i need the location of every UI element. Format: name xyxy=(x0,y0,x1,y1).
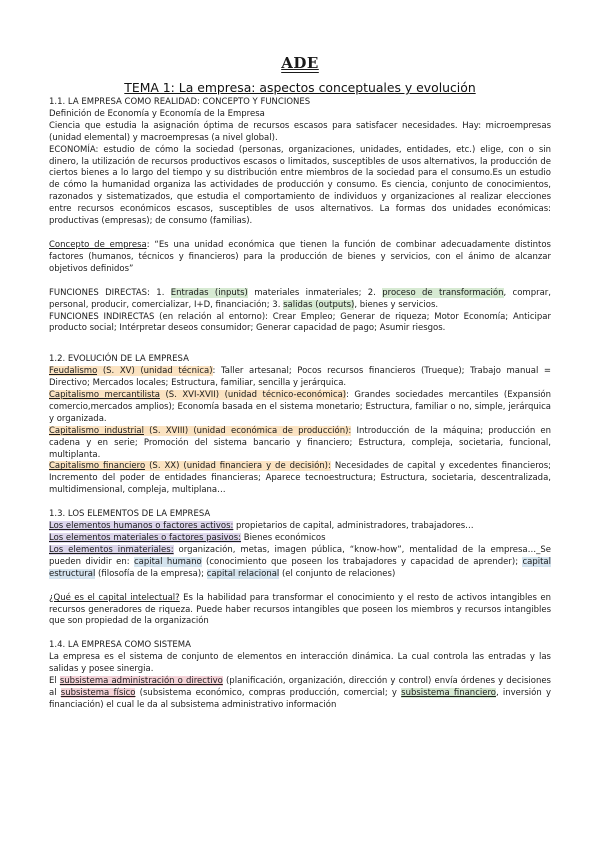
era-text: Introducción de la máquina; producción en cadena y en serie; Promoción del sistema bancario y financiero; Estructura, compleja, societaria, funcional, multiplanta. xyxy=(49,425,552,460)
section-1-3 xyxy=(49,509,551,628)
era-tag: (S. XV) (unidad técnica) xyxy=(97,366,213,377)
concept-label: Concepto de empresa xyxy=(49,239,147,250)
element-label: Los elementos materiales o factores pasivos: xyxy=(49,533,242,543)
era-tag: (S. XVIII) (unidad económica de producción): xyxy=(143,425,352,436)
document-title: ADE xyxy=(281,54,319,72)
text-run: materiales inmateriales; 2. xyxy=(247,287,383,298)
highlight-subsistema-directivo: subsistema administración o directivo xyxy=(59,676,223,687)
capital-intelectual xyxy=(49,593,551,629)
section-heading: 1.2. EVOLUCIÓN DE LA EMPRESA xyxy=(49,354,189,365)
text-run: El xyxy=(49,676,60,687)
element-label: Los elementos humanos o factores activos: xyxy=(49,521,234,532)
highlight-inputs: Entradas (inputs) xyxy=(170,287,248,298)
highlight-transformation: proceso de transformación xyxy=(382,287,504,298)
highlight-subsistema-fisico: subsistema físico xyxy=(60,687,136,698)
element-text: Bienes económicos xyxy=(241,533,326,543)
subsystems-paragraph xyxy=(49,676,551,712)
highlight-capital-humano: capital humano xyxy=(133,556,202,567)
text-run: (planificación, organización, dirección y control) envía órdenes y decisiones al xyxy=(49,676,551,698)
era-industrial xyxy=(49,426,551,462)
question-label: ¿Qué es el capital intelectual? xyxy=(49,592,180,603)
highlight-subsistema-financiero: subsistema financiero xyxy=(401,687,496,698)
section-1-4 xyxy=(49,640,551,711)
section-1-1 xyxy=(49,97,551,335)
paragraph: ECONOMÍA: estudio de cómo la sociedad (personas, organizaciones, unidades, entidades, etc.) elige, con o sin dinero, la utilización de recursos productivos escasos o limitados, susceptibles de usos alternativos, la producción de ciertos bienes a lo largo del tiempo y su distribución entre miembros de la sociedad para el consumo.Es un estudio de cómo la humanidad organiza las actividades de producción y consumo. Es ciencia, conjunto de conocimientos, razonados y sistematizados, que estudia el comportamiento de individuos y organizaciones al realizar elecciones entre recursos económicos escasos, susceptibles de usos alternativos. La formas dos unidades económicas: productivas (empresas); de consumo (familias). xyxy=(49,144,551,227)
text-run: organización, metas, imagen pública, “know-how”, mentalidad de la empresa…_Se pueden dividir en: xyxy=(49,544,551,567)
section-heading: 1.1. LA EMPRESA COMO REALIDAD: CONCEPTO Y FUNCIONES xyxy=(49,97,311,107)
era-tag: (S. XVI-XVII) (unidad técnico-económica) xyxy=(160,390,347,401)
text-run: (el conjunto de relaciones) xyxy=(279,568,396,579)
era-text: Necesidades de capital y excedentes financieros; Incremento del poder de entidades financieras; Aparece tecnoestructura; Estructura, societaria, descentralizada, multidimensional, compleja, multiplana… xyxy=(49,461,552,496)
text-run: , inversión y financiación) el cual le da al subsistema administrativo información xyxy=(49,687,551,710)
text-run: (filosofía de la empresa); xyxy=(95,568,207,579)
era-financiero xyxy=(49,461,551,497)
paragraph: Ciencia que estudia la asignación óptima de recursos escasos para satisfacer necesidades. Hay: microempresas (unidad elemental) y macroempresas (a nivel global). xyxy=(49,120,551,143)
paragraph: La empresa es el sistema de conjunto de elementos en interacción dinámica. La cual controla las entradas y las salidas y posee sinergia. xyxy=(49,652,551,675)
concept-text: : “Es una unidad económica que tienen la función de combinar adecuadamente distintos factores (humanos, técnicos y financieros) para la producción de bienes y servicios, con el ánimo de alcanzar objetivos definidos” xyxy=(49,239,551,274)
highlight-capital-relacional: capital relacional xyxy=(206,568,280,579)
element-inmateriales xyxy=(49,545,551,581)
element-text: propietarios de capital, administradores, trabajadores… xyxy=(233,521,474,532)
section-subheading: Definición de Economía y Economía de la Empresa xyxy=(49,108,265,119)
direct-functions xyxy=(49,288,551,312)
era-tag: (S. XX) (unidad financiera y de decisión): xyxy=(145,461,331,472)
era-label: Capitalismo mercantilista xyxy=(49,390,161,401)
section-1-2 xyxy=(49,354,551,497)
concept-paragraph xyxy=(49,240,551,276)
text-run: (conocimiento que poseen los trabajadores y capacidad de aprender); xyxy=(201,556,523,567)
era-feudalismo xyxy=(49,366,551,390)
era-label: Feudalismo xyxy=(49,366,98,377)
document-subtitle: TEMA 1: La empresa: aspectos conceptuales y evolución xyxy=(124,80,476,95)
highlight-outputs: salidas (outputs) xyxy=(283,299,355,310)
text-run: , comprar, personal, producir, comercializar, I+D, financiación; 3. xyxy=(49,287,551,310)
era-label: Capitalismo financiero xyxy=(49,461,146,472)
text-run: (subsistema económico, compras producción, comercial; y xyxy=(135,687,402,698)
element-label: Los elementos inmateriales: xyxy=(49,544,174,555)
section-heading: 1.4. LA EMPRESA COMO SISTEMA xyxy=(49,640,191,651)
element-materiales xyxy=(49,533,551,545)
era-text: : Taller artesanal; Pocos recursos financieros (Trueque); Trabajo manual = Directivo; Mercados locales; Estructura, familiar, sencilla y jerárquica. xyxy=(49,366,551,389)
text-run: FUNCIONES DIRECTAS: 1. xyxy=(49,287,171,298)
era-mercantilista xyxy=(49,390,551,426)
section-heading: 1.3. LOS ELEMENTOS DE LA EMPRESA xyxy=(49,509,211,520)
indirect-functions: FUNCIONES INDIRECTAS (en relación al entorno): Crear Empleo; Generar de riqueza; Motor Economía; Anticipar producto social; Intérpretar deseos consumidor; Generar capacidad de pago; Asumir riesgos. xyxy=(49,311,551,334)
question-text: Es la habilidad para transformar el conocimiento y el resto de activos intangibles en recursos generadores de riqueza. Puede haber recursos intangibles que poseen los miembros y recursos intangibles que son propiedad de la organización xyxy=(49,592,552,627)
era-text: : Grandes sociedades mercantiles (Expansión comercio,mercados amplios); Economía basada en el sistema monetario; Estructura, familiar o no, simple, jerárquica y organizada. xyxy=(49,390,551,424)
highlight-capital-estructural: capital estructural xyxy=(49,556,551,579)
era-label: Capitalismo industrial xyxy=(49,425,144,436)
text-run: , bienes y servicios. xyxy=(354,299,439,310)
element-humanos xyxy=(49,521,551,533)
